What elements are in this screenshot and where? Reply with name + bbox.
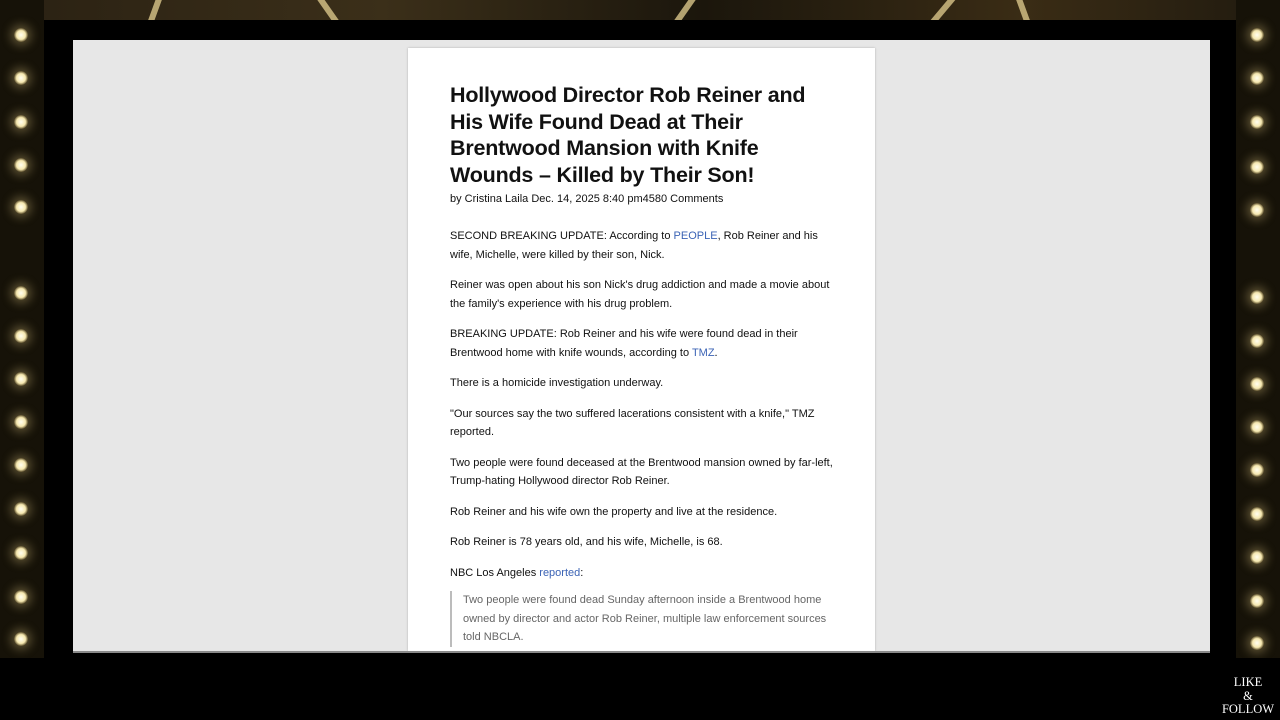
marquee-bulb [14, 546, 28, 560]
paragraph-deceased-found: Two people were found deceased at the Brentwood mansion owned by far-left, Trump-hating Hollywood director Rob Reiner. [450, 456, 833, 487]
paragraph-breaking-update [450, 325, 836, 362]
follow-text: FOLLOW [1221, 702, 1275, 716]
right-bulb-column [1236, 0, 1280, 658]
paragraph-text: NBC Los Angeles [450, 566, 540, 579]
stage-lights-strip [0, 0, 1280, 20]
marquee-bulb [1250, 203, 1264, 217]
like-text: LIKE [1233, 675, 1263, 689]
marquee-bulb [14, 200, 28, 214]
marquee-bulb [14, 590, 28, 604]
paragraph-property: Rob Reiner and his wife own the property and live at the residence. [450, 505, 778, 518]
marquee-bulb [14, 329, 28, 343]
paragraph-text: . [714, 346, 718, 359]
marquee-bulb [1250, 290, 1264, 304]
marquee-bulb [1250, 71, 1264, 85]
tmz-link[interactable]: TMZ [691, 346, 715, 359]
reported-link[interactable]: reported [539, 566, 581, 579]
marquee-bulb [14, 372, 28, 386]
marquee-bulb [1250, 115, 1264, 129]
paragraph-second-breaking-update [450, 227, 836, 264]
marquee-bulb [1250, 28, 1264, 42]
browser-viewport[interactable] [73, 40, 1210, 651]
ampersand-text: & [1243, 688, 1253, 703]
marquee-bulb [14, 115, 28, 129]
marquee-bulb [14, 502, 28, 516]
marquee-bulb [14, 28, 28, 42]
paragraph-text: , Rob Reiner and his wife, Michelle, were killed by their son, Nick. [450, 230, 818, 261]
paragraph-nbc-reported [450, 564, 836, 583]
paragraph-text: BREAKING UPDATE: Rob Reiner and his wife were found dead in their Brentwood home with knife wounds, according to [450, 328, 798, 359]
paragraph-ages: Rob Reiner is 78 years old, and his wife, Michelle, is 68. [450, 536, 723, 548]
left-bulb-column [0, 0, 44, 658]
marquee-bulb [14, 71, 28, 85]
article-byline: by Cristina Laila Dec. 14, 2025 8:40 pm4580 Comments [450, 193, 724, 205]
like-follow-overlay [1216, 676, 1280, 717]
bottom-letterbox [0, 658, 1280, 720]
marquee-bulb [1250, 507, 1264, 521]
paragraph-text: : [580, 566, 584, 579]
people-link[interactable]: PEOPLE [673, 230, 718, 242]
paragraph-homicide-investigation: There is a homicide investigation underway. [450, 377, 664, 389]
marquee-bulb [1250, 594, 1264, 608]
marquee-bulb [14, 415, 28, 429]
marquee-bulb [1250, 420, 1264, 434]
screen-bottom-edge [73, 651, 1210, 653]
article-headline: Hollywood Director Rob Reiner and His Wife Found Dead at Their Brentwood Mansion with Knife Wounds – Killed by Their Son! [450, 83, 806, 187]
paragraph-drug-addiction: Reiner was open about his son Nick's drug addiction and made a movie about the family's experience with his drug problem. [450, 279, 830, 310]
marquee-bulb [1250, 160, 1264, 174]
article-body [450, 82, 836, 647]
marquee-bulb [1250, 463, 1264, 477]
marquee-bulb [14, 286, 28, 300]
article-card [408, 48, 875, 651]
marquee-bulb [14, 458, 28, 472]
marquee-bulb [14, 158, 28, 172]
marquee-bulb [14, 632, 28, 646]
marquee-bulb [1250, 334, 1264, 348]
paragraph-text: SECOND BREAKING UPDATE: According to [450, 230, 674, 242]
marquee-bulb [1250, 377, 1264, 391]
marquee-bulb [1250, 636, 1264, 650]
nbc-blockquote: Two people were found dead Sunday afternoon inside a Brentwood home owned by director and actor Rob Reiner, multiple law enforcement sources told NBCLA. [450, 591, 836, 647]
paragraph-tmz-quote: "Our sources say the two suffered lacerations consistent with a knife," TMZ reported. [450, 407, 815, 438]
marquee-bulb [1250, 550, 1264, 564]
